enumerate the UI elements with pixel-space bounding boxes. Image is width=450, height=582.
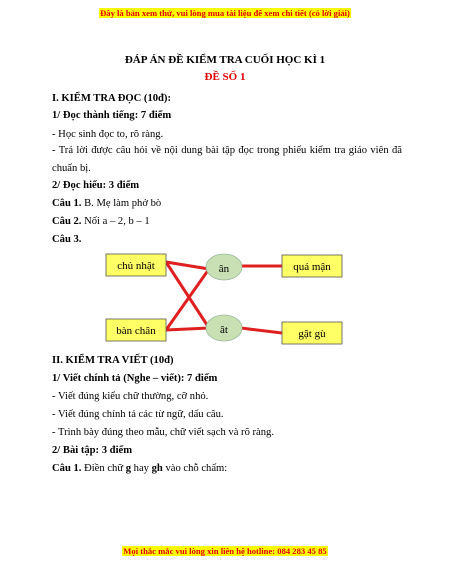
right-box-2-label: gật gù bbox=[298, 328, 326, 340]
reading-aloud-heading: 1/ Đọc thành tiếng: 7 điểm bbox=[52, 110, 172, 121]
exercise-text-1: Điền chữ bbox=[81, 463, 126, 474]
exercise-question-1 bbox=[52, 463, 227, 474]
exercise-question-1-label: Câu 1. bbox=[52, 463, 82, 474]
link-chu-nhat-at bbox=[166, 262, 209, 328]
section1-heading: I. KIỂM TRA ĐỌC (10đ): bbox=[52, 93, 171, 104]
left-box-2-label: bàn chân bbox=[116, 325, 156, 337]
exercise-text-3: vào chỗ chấm: bbox=[162, 463, 228, 474]
question-1-label: Câu 1. bbox=[52, 198, 82, 209]
question-3-label: Câu 3. bbox=[52, 234, 82, 245]
dictation-item-2: - Viết đúng chính tả các từ ngữ, dấu câu. bbox=[52, 409, 224, 420]
page-subtitle: ĐỀ SỐ 1 bbox=[204, 71, 246, 83]
comprehension-heading: 2/ Đọc hiểu: 3 điểm bbox=[52, 180, 140, 191]
link-at-gat-gu bbox=[241, 328, 282, 333]
middle-ellipse-2-label: ât bbox=[220, 324, 228, 336]
question-1 bbox=[52, 198, 161, 209]
link-ban-chan-an bbox=[166, 269, 209, 330]
preview-banner-text: Đây là bản xem thử, vui lòng mua tài liệu để xem chi tiết (có lời giải) bbox=[100, 8, 350, 18]
reading-item-2: - Trả lời được câu hỏi về nội dung bài tập đọc trong phiếu kiểm tra giáo viên đã chuẩn bị. bbox=[52, 145, 402, 174]
question-1-answer: B. Mẹ làm phở bò bbox=[81, 198, 162, 209]
reading-item-1: - Học sinh đọc to, rõ ràng. bbox=[52, 129, 164, 140]
section2-heading: II. KIỂM TRA VIẾT (10đ) bbox=[52, 355, 174, 366]
link-chu-nhat-an bbox=[166, 262, 209, 269]
preview-banner bbox=[0, 8, 450, 18]
matching-diagram bbox=[0, 245, 450, 355]
link-ban-chan-at bbox=[166, 328, 209, 330]
exercise-letter-g: g bbox=[125, 463, 132, 474]
question-2-label: Câu 2. bbox=[52, 216, 82, 227]
page-title: ĐÁP ÁN ĐỀ KIỂM TRA CUỐI HỌC KÌ 1 bbox=[124, 54, 326, 66]
dictation-item-3: - Trình bày đúng theo mẫu, chữ viết sạch và rõ ràng. bbox=[52, 427, 274, 438]
question-2-answer: Nối a – 2, b – 1 bbox=[81, 216, 150, 227]
hotline-banner-text: Mọi thắc mắc vui lòng xin liên hệ hotline: 084 283 45 85 bbox=[123, 546, 327, 556]
right-box-1-label: quả mận bbox=[293, 261, 331, 273]
middle-ellipse-1-label: ân bbox=[218, 263, 230, 275]
hotline-banner bbox=[0, 546, 450, 556]
exercise-letter-gh: gh bbox=[151, 463, 163, 474]
dictation-heading: 1/ Viết chính tả (Nghe – viết): 7 điểm bbox=[52, 373, 218, 384]
left-box-1-label: chủ nhật bbox=[117, 260, 155, 272]
dictation-item-1: - Viết đúng kiểu chữ thường, cỡ nhỏ. bbox=[52, 391, 209, 402]
question-2 bbox=[52, 216, 150, 227]
exercise-heading: 2/ Bài tập: 3 điểm bbox=[52, 445, 133, 456]
exercise-text-2: hay bbox=[131, 463, 152, 474]
